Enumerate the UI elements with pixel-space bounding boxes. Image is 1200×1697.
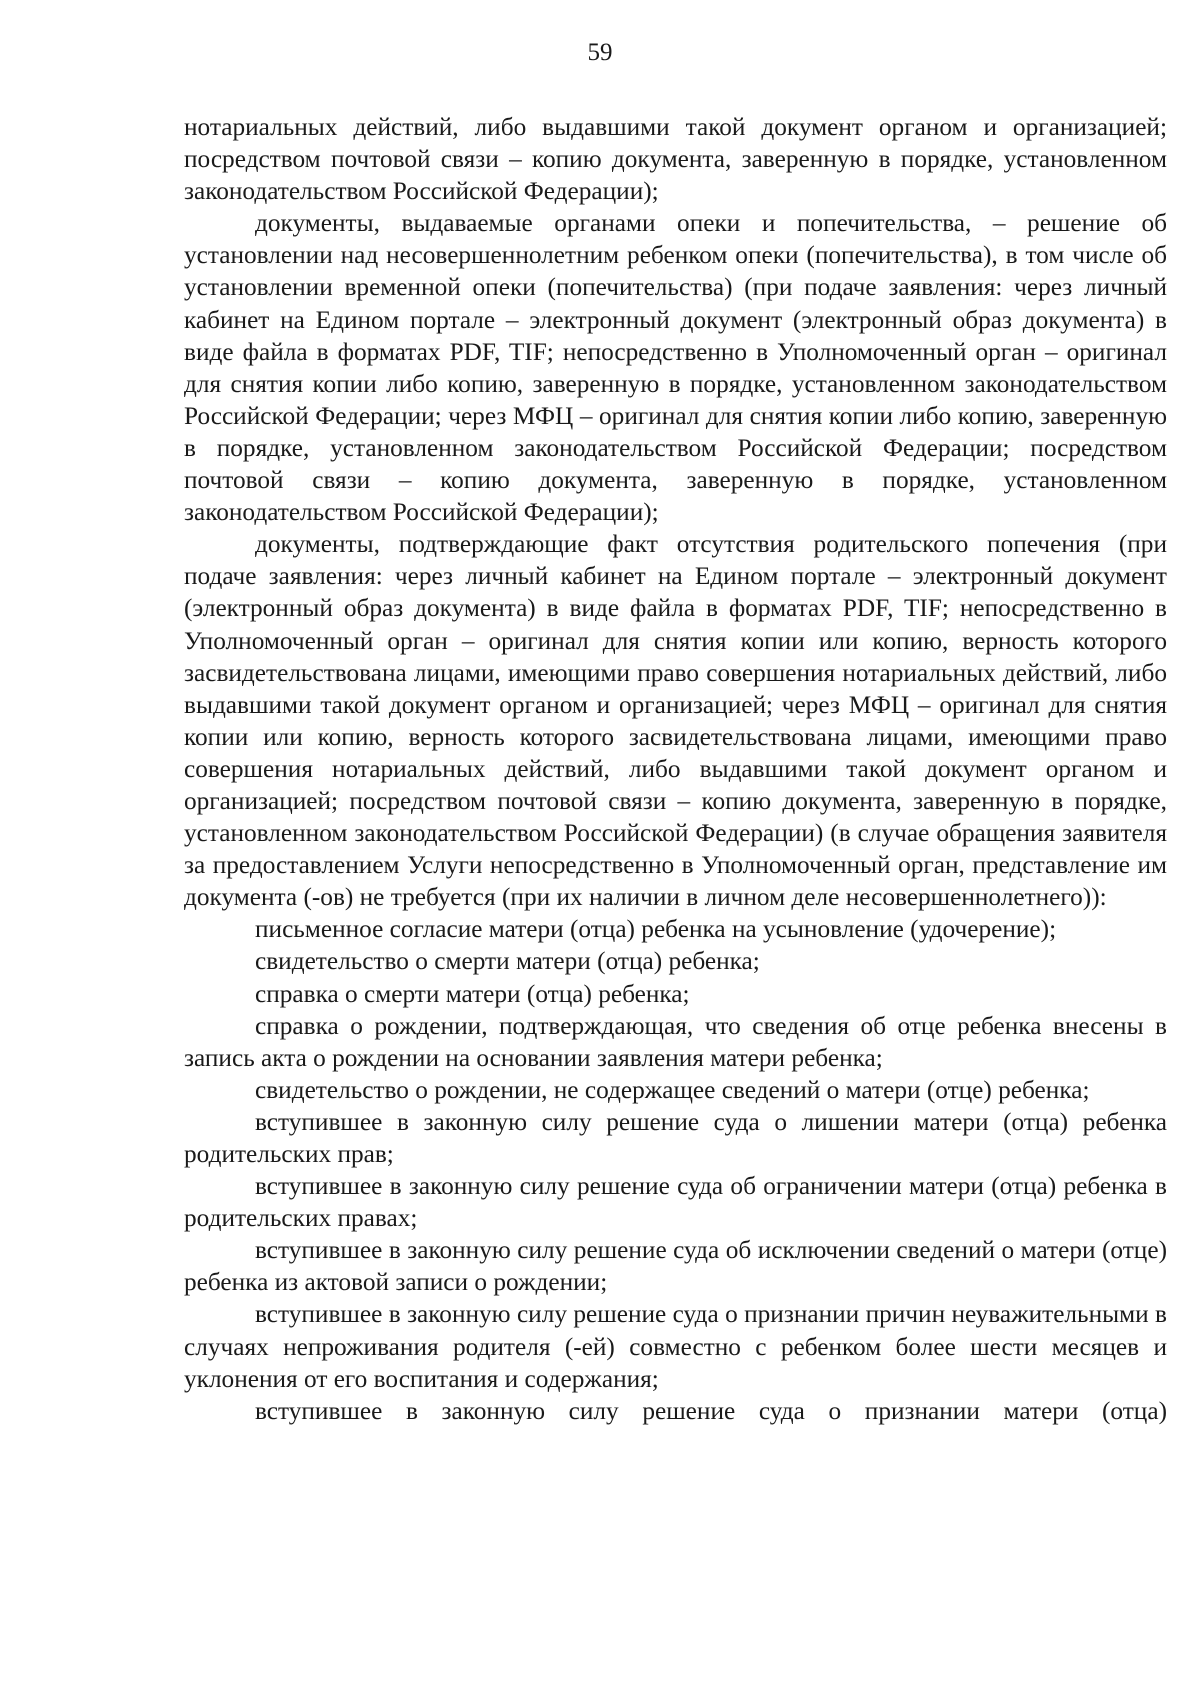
paragraph: документы, выдаваемые органами опеки и попечительства, – решение об установлении над несовершеннолетним ребенком опеки (попечительства), в том числе об установлении временной опеки (попечительства) (при подаче заявления: через личный кабинет на Едином портале – электронный документ (электронный образ документа) в виде файла в форматах PDF, TIF; непосредственно в Уполномоченный орган – оригинал для снятия копии либо копию, заверенную в порядке, установленном законодательством Российской Федерации; через МФЦ – оригинал для снятия копии либо копию, заверенную в порядке, установленном законодательством Российской Федерации; посредством почтовой связи – копию документа, заверенную в порядке, установленном законодательством Российской Федерации); — [184, 209, 1167, 527]
paragraph: нотариальных действий, либо выдавшими такой документ органом и организацией; посредством почтовой связи – копию документа, заверенную в порядке, установленном законодательством Российской Федерации); — [184, 113, 1167, 206]
paragraph: вступившее в законную силу решение суда об исключении сведений о матери (отце) ребенка из актовой записи о рождении; — [184, 1236, 1167, 1297]
paragraph: свидетельство о рождении, не содержащее сведений о матери (отце) ребенка; — [255, 1075, 1090, 1104]
paragraph: свидетельство о смерти матери (отца) ребенка; — [255, 947, 760, 976]
paragraph: справка о смерти матери (отца) ребенка; — [255, 979, 690, 1008]
paragraph: вступившее в законную силу решение суда о лишении матери (отца) ребенка родительских прав; — [184, 1107, 1167, 1168]
paragraph: письменное согласие матери (отца) ребенка на усыновление (удочерение); — [255, 915, 1057, 944]
paragraph: вступившее в законную силу решение суда о признании матери (отца) — [255, 1396, 1167, 1425]
paragraph: вступившее в законную силу решение суда об ограничении матери (отца) ребенка в родительских правах; — [184, 1172, 1167, 1233]
paragraph: вступившее в законную силу решение суда о признании причин неуважительными в случаях непроживания родителя (-ей) совместно с ребенком более шести месяцев и уклонения от его воспитания и содержания; — [184, 1300, 1167, 1393]
page-number: 59 — [587, 39, 613, 66]
paragraph: документы, подтверждающие факт отсутствия родительского попечения (при подаче заявления: через личный кабинет на Едином портале – электронный документ (электронный образ документа) в виде файла в форматах PDF, TIF; непосредственно в Уполномоченный орган – оригинал для снятия копии или копию, верность которого засвидетельствована лицами, имеющими право совершения нотариальных действий, либо выдавшими такой документ органом и организацией; через МФЦ – оригинал для снятия копии или копию, верность которого засвидетельствована лицами, имеющими право совершения нотариальных действий, либо выдавшими такой документ органом и организацией; посредством почтовой связи – копию документа, заверенную в порядке, установленном законодательством Российской Федерации) (в случае обращения заявителя за предоставлением Услуги непосредственно в Уполномоченный орган, представление им документа (-ов) не требуется (при их наличии в личном деле несовершеннолетнего)): — [184, 530, 1167, 912]
document-body — [184, 111, 1167, 1427]
paragraph: справка о рождении, подтверждающая, что сведения об отце ребенка внесены в запись акта о рождении на основании заявления матери ребенка; — [184, 1011, 1167, 1072]
